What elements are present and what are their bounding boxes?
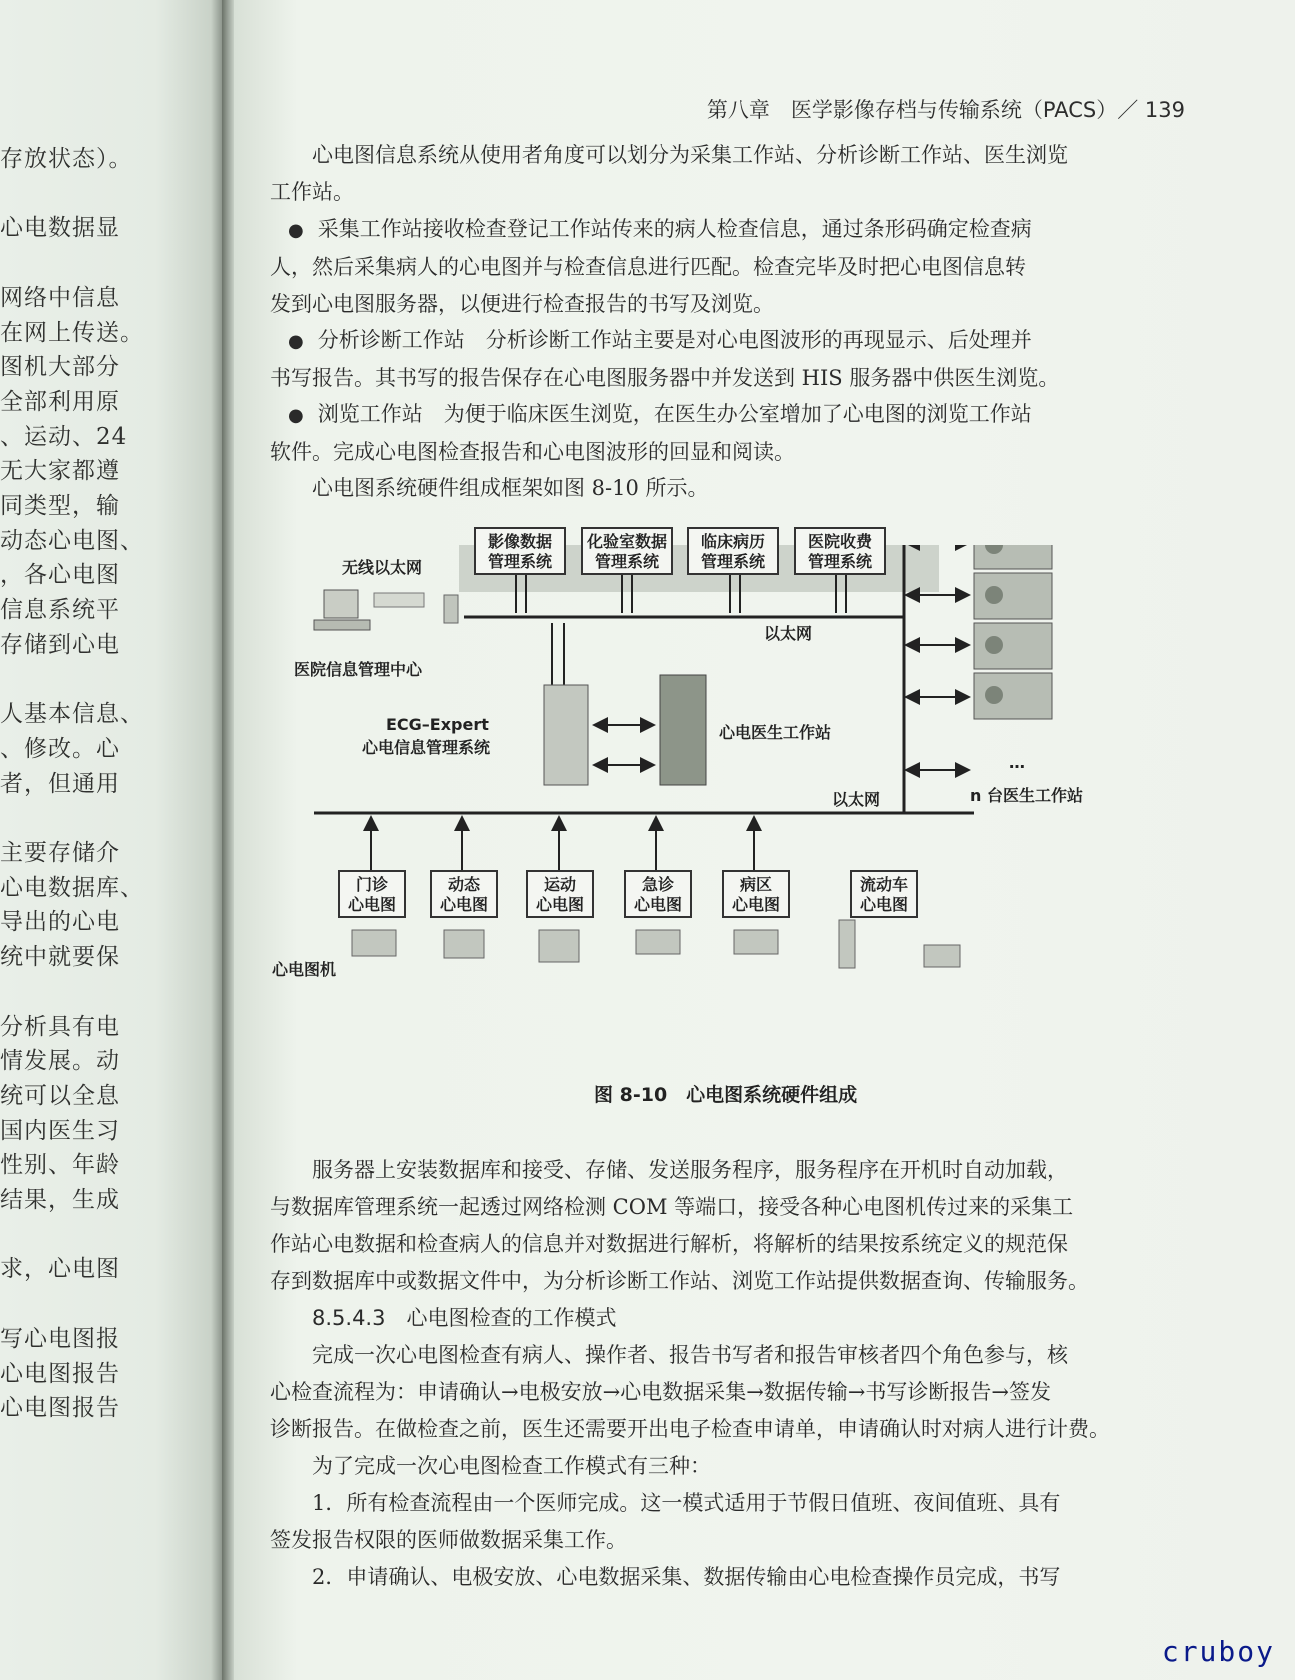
paragraph [270,1152,1200,1300]
n-stations-label: n 台医生工作站 [970,786,1083,805]
left-page-line: 性别、年龄 [0,1152,120,1179]
left-page-line: 分析具有电 [0,1013,120,1040]
text-line: 完成一次心电图检查有病人、操作者、报告书写者和报告审核者四个角色参与，核 [312,1343,1068,1367]
left-page-line: 统中就要保 [0,944,120,971]
text-line: ● 采集工作站接收检查登记工作站传来的病人检查信息，通过条形码确定检查病 [270,211,1200,249]
figure-caption: 图 8-10 心电图系统硬件组成 [594,1084,858,1106]
paragraph [270,1559,1200,1596]
ecg-source-box: 急诊 心电图 [624,870,692,918]
ecg-expert-label: ECG–Expert [386,715,489,734]
text-line: 心电图系统硬件组成框架如图 8-10 所示。 [312,476,709,500]
doctor-station-label: 心电医生工作站 [719,723,832,742]
text-line: 存到数据库中或数据文件中，为分析诊断工作站、浏览工作站提供数据查询、传输服务。 [270,1269,1089,1293]
text-line: 与数据库管理系统一起透过网络检测 COM 等端口，接受各种心电图机传过来的采集工 [270,1195,1074,1219]
text-line: 人，然后采集病人的心电图并与检查信息进行匹配。检查完毕及时把心电图信息转 [270,255,1026,279]
paragraph [270,1337,1200,1448]
ecg-source-box: 流动车 心电图 [850,870,918,918]
text-line: 心检查流程为：申请确认→电极安放→心电数据采集→数据传输→书写诊断报告→签发 [270,1380,1051,1404]
hospital-center-label: 医院信息管理中心 [294,660,423,679]
left-page-line: 国内医生习 [0,1117,120,1144]
ellipsis-label: … [1009,753,1025,772]
left-page-line: 者，但通用 [0,770,120,797]
paragraph [270,211,1200,323]
watermark: cruboy [1161,1635,1275,1668]
paragraph [270,1448,1200,1485]
text-line: 诊断报告。在做检查之前，医生还需要开出电子检查申请单，申请确认时对病人进行计费。 [270,1417,1110,1441]
paragraph [270,1485,1200,1559]
ecg-system-label: 心电信息管理系统 [362,738,491,757]
left-page-line: 存放状态）。 [0,146,133,172]
ethernet-top-label: 以太网 [764,624,813,643]
ethernet-bottom-label: 以太网 [832,790,881,809]
paragraph [270,470,1200,507]
text-line: 8.5.4.3 心电图检查的工作模式 [312,1306,617,1330]
left-page-line: 导出的心电 [0,909,120,936]
text-line: 软件。完成心电图检查报告和心电图波形的回显和阅读。 [270,440,795,464]
paragraph [270,137,1200,211]
paragraph [270,396,1200,471]
left-page-line: 图机大部分 [0,354,120,381]
text-line: 为了完成一次心电图检查工作模式有三种： [312,1454,711,1478]
left-page-line: 网络中信息 [0,284,120,311]
text-line: 1．所有检查流程由一个医师完成。这一模式适用于节假日值班、夜间值班、具有 [312,1491,1061,1515]
workstation-icons [974,545,1052,719]
text-line: 发到心电图服务器，以便进行检查报告的书写及浏览。 [270,292,774,316]
text-line: ● 分析诊断工作站 分析诊断工作站主要是对心电图波形的再现显示、后处理并 [270,322,1200,360]
left-page-line: 心电图报告 [0,1360,120,1387]
left-page [0,0,222,1680]
section-heading [270,1300,1200,1337]
left-page-line: 心电图报告 [0,1395,120,1422]
left-page-line: 无大家都遵 [0,458,120,485]
doctor-pc-icon [660,675,706,785]
diagram-lines [294,545,1194,1085]
left-page-line: 情发展。动 [0,1048,120,1075]
text-line: 心电图信息系统从使用者角度可以划分为采集工作站、分析诊断工作站、医生浏览 [312,143,1068,167]
server-icon [544,685,588,785]
wireless-ethernet-label: 无线以太网 [342,558,423,577]
left-page-line: 写心电图报 [0,1325,120,1352]
left-page-line: 结果，生成 [0,1187,120,1213]
left-page-line: 在网上传送。 [0,319,144,346]
left-page-line: ，各心电图 [0,562,120,589]
system-box: 化验室数据 管理系统 [581,527,673,575]
text-line: 2．申请确认、电极安放、心电数据采集、数据传输由心电检查操作员完成，书写 [312,1565,1061,1589]
system-box: 临床病历 管理系统 [687,527,779,575]
left-page-line: 存储到心电 [0,631,120,658]
page-header: 第八章 医学影像存档与传输系统（PACS）／ 139 [706,98,1185,122]
text-line: 书写报告。其书写的报告保存在心电图服务器中并发送到 HIS 服务器中供医生浏览。 [270,366,1060,390]
book-gutter [222,0,234,1680]
text-line: 签发报告权限的医师做数据采集工作。 [270,1528,627,1552]
left-page-line: 心电数据库、 [0,874,144,901]
system-box: 医院收费 管理系统 [794,527,886,575]
left-page-line: 、运动、24 [0,423,128,450]
ecg-source-box: 病区 心电图 [722,870,790,918]
text-line: 工作站。 [270,180,354,204]
ecg-source-box: 动态 心电图 [430,870,498,918]
left-page-line: 求，心电图 [0,1256,120,1283]
left-page-line: 主要存储介 [0,840,120,866]
left-page-line: 统可以全息 [0,1082,120,1109]
left-page-line: 、修改。心 [0,735,120,762]
left-page-line: 信息系统平 [0,597,120,624]
left-page-line: 全部利用原 [0,388,120,415]
system-box: 影像数据 管理系统 [474,527,566,575]
ecg-machine-label: 心电图机 [272,960,337,979]
ecg-source-box: 门诊 心电图 [338,870,406,918]
left-page-line: 人基本信息、 [0,701,144,728]
hardware-diagram [272,532,1194,1085]
text-line: 服务器上安装数据库和接受、存储、发送服务程序，服务程序在开机时自动加载， [312,1158,1068,1182]
left-page-line: 动态心电图、 [0,527,144,554]
computer-icon [324,590,358,618]
left-page-line: 心电数据显 [0,215,120,242]
paragraph [270,322,1200,397]
left-page-line: 同类型，输 [0,493,120,519]
ecg-source-box: 运动 心电图 [526,870,594,918]
text-line: 作站心电数据和检查病人的信息并对数据进行解析，将解析的结果按系统定义的规范保 [270,1232,1068,1256]
text-line: ● 浏览工作站 为便于临床医生浏览，在医生办公室增加了心电图的浏览工作站 [270,396,1200,434]
right-page [234,0,1295,1680]
